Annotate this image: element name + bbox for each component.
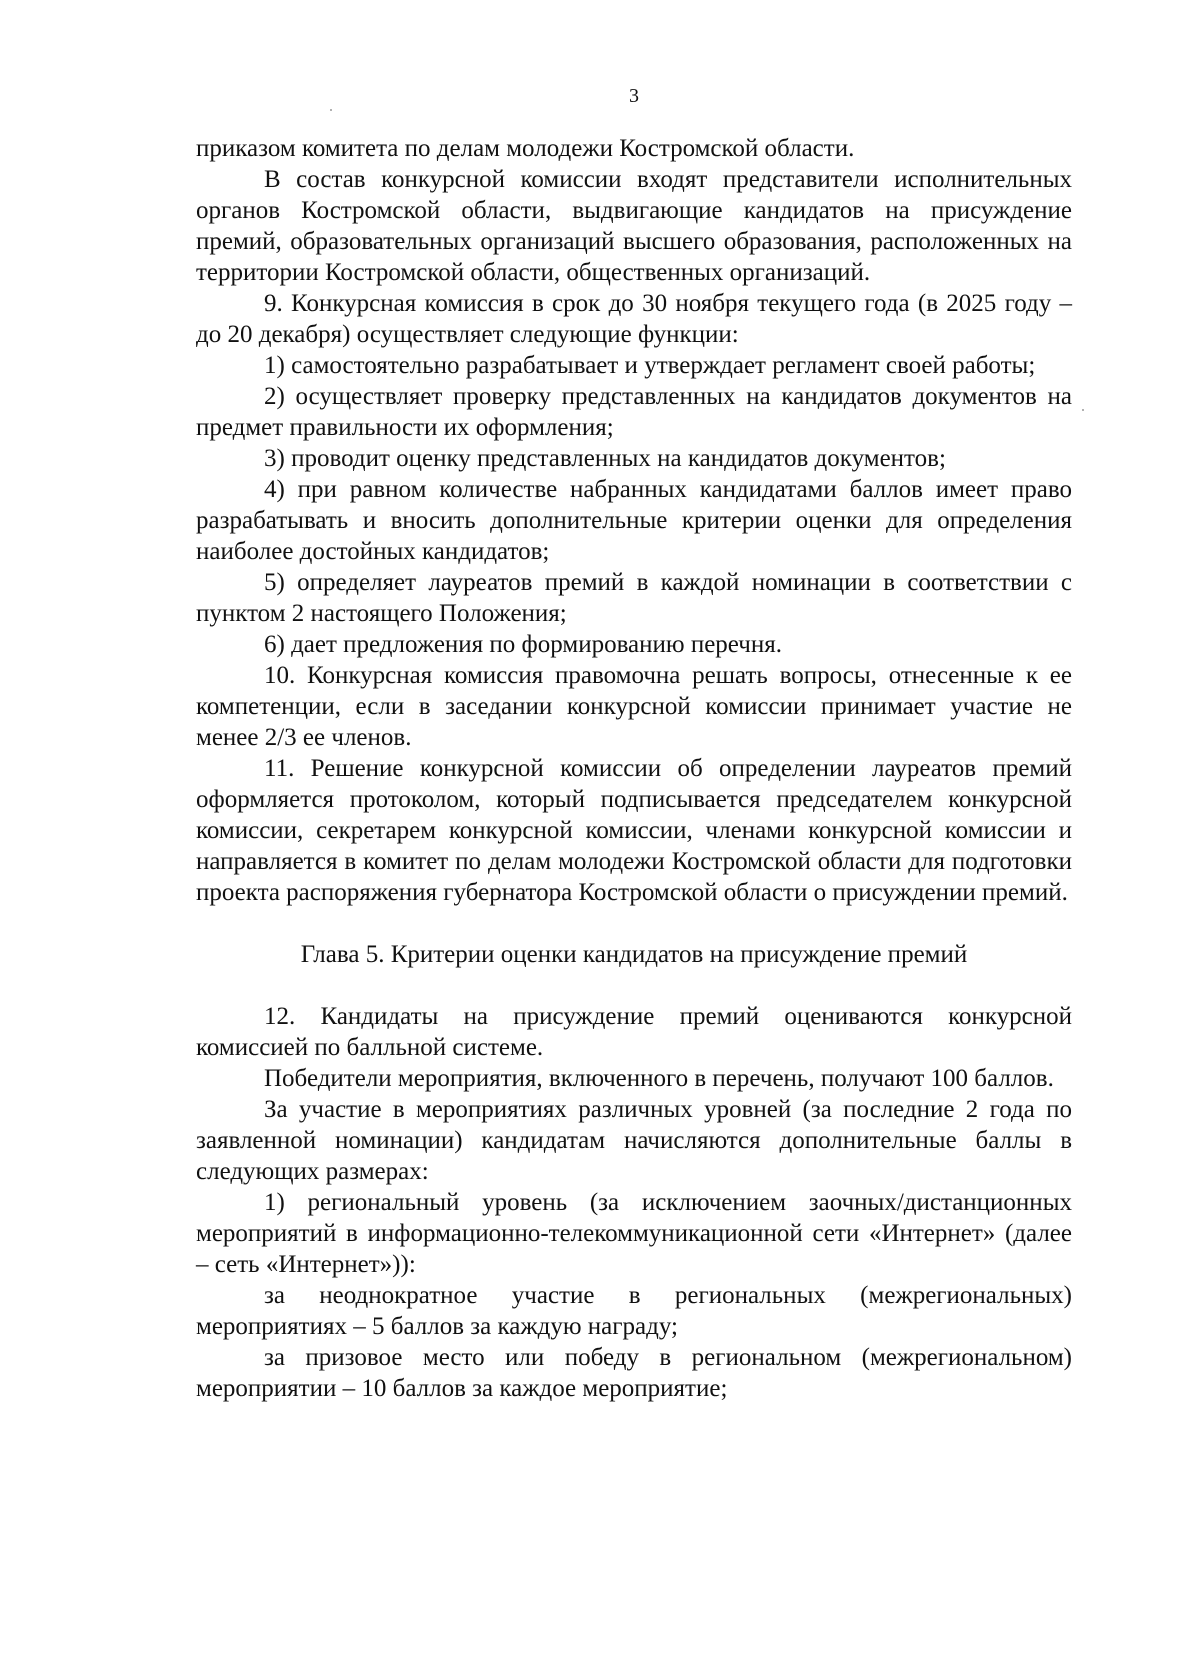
list-item-9-4: 4) при равном количестве набранных кандидатами баллов имеет право разрабатывать и вносить дополнительные критерии оценки для определения наиболее достойных кандидатов; (196, 476, 1072, 565)
list-item-9-3: 3) проводит оценку представленных на кандидатов документов; (264, 445, 946, 472)
paragraph-continuation: приказом комитета по делам молодежи Костромской области. (196, 135, 855, 162)
paragraph-repeated-participation: за неоднократное участие в региональных (межрегиональных) мероприятиях – 5 баллов за каждую награду; (196, 1282, 1072, 1340)
paragraph-additional-points: За участие в мероприятиях различных уровней (за последние 2 года по заявленной номинации) кандидатам начисляются дополнительные баллы в следующих размерах: (196, 1096, 1072, 1185)
list-item-regional-level: 1) региональный уровень (за исключением заочных/дистанционных мероприятий в информационно-телекоммуникационной сети «Интернет» (далее – сеть «Интернет»)): (196, 1189, 1072, 1278)
page-number: 3 (629, 85, 639, 107)
paragraph-item-9: 9. Конкурсная комиссия в срок до 30 ноября текущего года (в 2025 году – до 20 декабря) осуществляет следующие функции: (196, 290, 1072, 348)
paragraph-item-12: 12. Кандидаты на присуждение премий оцениваются конкурсной комиссией по балльной системе. (196, 1003, 1072, 1061)
document-body (196, 133, 1072, 1404)
list-item-9-5: 5) определяет лауреатов премий в каждой номинации в соответствии с пунктом 2 настоящего Положения; (196, 569, 1072, 627)
paragraph-commission-composition: В состав конкурсной комиссии входят представители исполнительных органов Костромской области, выдвигающие кандидатов на присуждение премий, образовательных организаций высшего образования, расположенных на территории Костромской области, общественных организаций. (196, 166, 1072, 286)
paragraph-prize-place: за призовое место или победу в региональном (межрегиональном) мероприятии – 10 баллов за каждое мероприятие; (196, 1344, 1072, 1402)
chapter-heading: Глава 5. Критерии оценки кандидатов на присуждение премий (300, 941, 968, 968)
list-item-9-1: 1) самостоятельно разрабатывает и утверждает регламент своей работы; (264, 352, 1036, 379)
list-item-9-2: 2) осуществляет проверку представленных на кандидатов документов на предмет правильности их оформления; (196, 383, 1072, 441)
scan-speck (330, 109, 332, 111)
paragraph-winners: Победители мероприятия, включенного в перечень, получают 100 баллов. (264, 1065, 1054, 1092)
paragraph-item-11: 11. Решение конкурсной комиссии об определении лауреатов премий оформляется протоколом, который подписывается председателем конкурсной комиссии, секретарем конкурсной комиссии, членами конкурсной комиссии и направляется в комитет по делам молодежи Костромской области для подготовки проекта распоряжения губернатора Костромской области о присуждении премий. (196, 755, 1072, 906)
scan-speck (1082, 409, 1084, 411)
list-item-9-6: 6) дает предложения по формированию перечня. (264, 631, 782, 658)
paragraph-item-10: 10. Конкурсная комиссия правомочна решать вопросы, отнесенные к ее компетенции, если в заседании конкурсной комиссии принимает участие не менее 2/3 ее членов. (196, 662, 1072, 751)
